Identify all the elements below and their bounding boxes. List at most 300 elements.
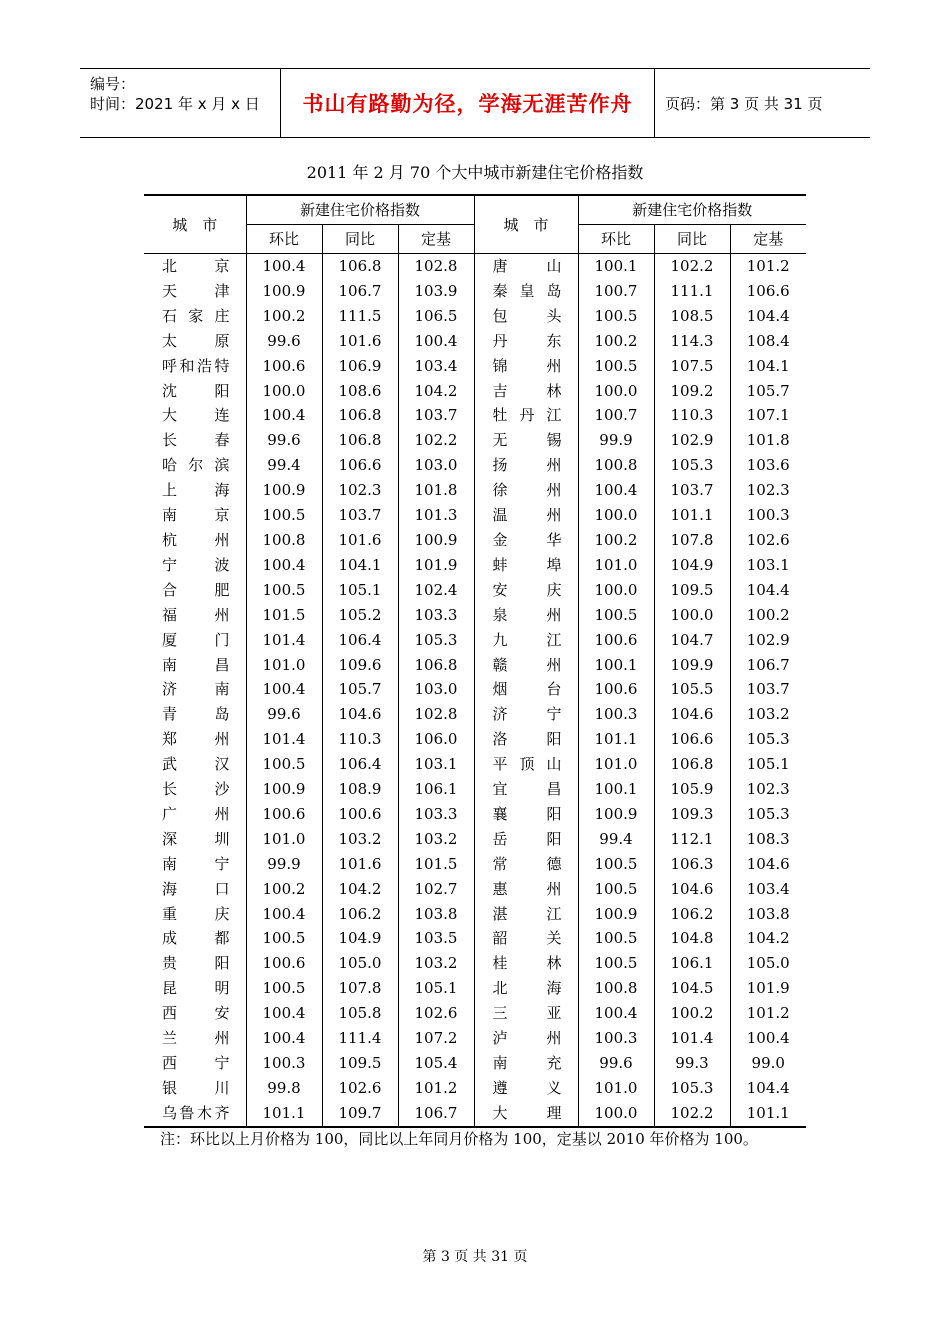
yoy-value-right: 104.7 (654, 628, 730, 653)
yoy-value-left: 111.4 (322, 1026, 398, 1051)
mom-value-right: 100.6 (578, 628, 654, 653)
yoy-value-right: 103.7 (654, 478, 730, 503)
mom-value-right: 100.5 (578, 304, 654, 329)
yoy-value-left: 106.8 (322, 403, 398, 428)
mom-value-left: 100.4 (246, 403, 322, 428)
mom-value-left: 100.3 (246, 1051, 322, 1076)
city-name-left: 青岛 (162, 705, 230, 724)
base-value-right: 106.6 (730, 279, 806, 304)
table-row (144, 852, 806, 877)
yoy-value-left: 106.4 (322, 628, 398, 653)
city-name-right: 桂林 (474, 951, 578, 976)
mom-value-right: 99.9 (578, 428, 654, 453)
base-value-left: 101.8 (398, 478, 474, 503)
city-name-left: 大连 (162, 406, 230, 425)
base-value-right: 104.2 (730, 926, 806, 951)
city-header-left: 城 市 (144, 195, 246, 254)
mom-value-left: 100.5 (246, 503, 322, 528)
base-value-left: 101.3 (398, 503, 474, 528)
base-value-right: 99.0 (730, 1051, 806, 1076)
base-value-left: 107.2 (398, 1026, 474, 1051)
col-yoy-right: 同比 (654, 225, 730, 254)
mom-value-right: 100.0 (578, 1101, 654, 1127)
mom-value-right: 100.7 (578, 403, 654, 428)
base-value-right: 101.8 (730, 428, 806, 453)
city-name-left: 福州 (162, 605, 230, 624)
mom-value-right: 101.0 (578, 752, 654, 777)
yoy-value-left: 101.6 (322, 528, 398, 553)
mom-value-right: 100.6 (578, 677, 654, 702)
mom-value-right: 100.1 (578, 653, 654, 678)
base-value-right: 103.1 (730, 553, 806, 578)
yoy-value-right: 111.1 (654, 279, 730, 304)
base-value-left: 103.1 (398, 752, 474, 777)
city-name-right: 唐山 (474, 254, 578, 279)
base-value-right: 104.4 (730, 578, 806, 603)
city-name-left: 贵阳 (162, 954, 230, 973)
table-row (144, 1001, 806, 1026)
mom-value-left: 100.2 (246, 877, 322, 902)
yoy-value-right: 106.8 (654, 752, 730, 777)
yoy-value-right: 105.5 (654, 677, 730, 702)
table-row (144, 254, 806, 279)
city-name-left: 济南 (162, 680, 230, 699)
yoy-value-left: 106.8 (322, 428, 398, 453)
city-name-left: 杭州 (162, 530, 230, 549)
mom-value-left: 100.8 (246, 528, 322, 553)
yoy-value-left: 102.3 (322, 478, 398, 503)
base-value-right: 107.1 (730, 403, 806, 428)
base-value-right: 101.2 (730, 254, 806, 279)
yoy-value-left: 104.1 (322, 553, 398, 578)
city-name-right: 惠州 (474, 877, 578, 902)
base-value-left: 103.0 (398, 453, 474, 478)
city-name-right: 锦州 (474, 354, 578, 379)
city-name-right: 赣州 (474, 653, 578, 678)
table-row (144, 428, 806, 453)
city-name-left: 哈尔滨 (162, 456, 230, 475)
base-value-left: 103.5 (398, 926, 474, 951)
city-name-right: 扬州 (474, 453, 578, 478)
page-label: 页码：第 3 页 共 31 页 (665, 94, 823, 113)
city-name-right: 岳阳 (474, 827, 578, 852)
yoy-value-right: 108.5 (654, 304, 730, 329)
mom-value-left: 99.6 (246, 702, 322, 727)
yoy-value-left: 111.5 (322, 304, 398, 329)
yoy-value-right: 109.2 (654, 379, 730, 404)
city-name-left: 上海 (162, 481, 230, 500)
base-value-right: 104.4 (730, 1076, 806, 1101)
table-row (144, 279, 806, 304)
city-name-right: 襄阳 (474, 802, 578, 827)
mom-value-left: 100.4 (246, 677, 322, 702)
yoy-value-right: 109.5 (654, 578, 730, 603)
yoy-value-right: 106.2 (654, 902, 730, 927)
yoy-value-left: 104.2 (322, 877, 398, 902)
table-row (144, 1026, 806, 1051)
mom-value-left: 100.9 (246, 478, 322, 503)
city-name-left: 宁波 (162, 555, 230, 574)
yoy-value-right: 114.3 (654, 329, 730, 354)
base-value-right: 102.3 (730, 478, 806, 503)
base-value-left: 103.4 (398, 354, 474, 379)
yoy-value-right: 104.5 (654, 976, 730, 1001)
mom-value-right: 100.3 (578, 1026, 654, 1051)
yoy-value-right: 107.8 (654, 528, 730, 553)
base-value-left: 103.3 (398, 802, 474, 827)
table-row (144, 802, 806, 827)
mom-value-right: 100.9 (578, 802, 654, 827)
table-row (144, 702, 806, 727)
base-value-left: 106.5 (398, 304, 474, 329)
base-value-left: 103.9 (398, 279, 474, 304)
yoy-value-left: 108.9 (322, 777, 398, 802)
mom-value-right: 101.1 (578, 727, 654, 752)
table-row (144, 304, 806, 329)
table-row (144, 478, 806, 503)
col-base-left: 定基 (398, 225, 474, 254)
base-value-left: 103.8 (398, 902, 474, 927)
yoy-value-right: 106.3 (654, 852, 730, 877)
table-row (144, 777, 806, 802)
yoy-value-left: 105.7 (322, 677, 398, 702)
base-value-left: 101.5 (398, 852, 474, 877)
mom-value-right: 100.0 (578, 578, 654, 603)
base-value-left: 106.7 (398, 1101, 474, 1127)
city-name-right: 金华 (474, 528, 578, 553)
city-name-left: 兰州 (162, 1029, 230, 1048)
city-name-left: 银川 (162, 1078, 230, 1097)
mom-value-right: 100.0 (578, 503, 654, 528)
base-value-right: 105.1 (730, 752, 806, 777)
base-value-left: 106.1 (398, 777, 474, 802)
table-row (144, 877, 806, 902)
yoy-value-right: 104.9 (654, 553, 730, 578)
yoy-value-left: 105.2 (322, 603, 398, 628)
yoy-value-right: 105.3 (654, 453, 730, 478)
base-value-left: 102.7 (398, 877, 474, 902)
yoy-value-right: 102.2 (654, 1101, 730, 1127)
base-value-right: 105.7 (730, 379, 806, 404)
number-label: 编号： (90, 75, 136, 93)
yoy-value-left: 107.8 (322, 976, 398, 1001)
mom-value-right: 100.5 (578, 603, 654, 628)
yoy-value-left: 103.7 (322, 503, 398, 528)
table-row (144, 1101, 806, 1127)
yoy-value-left: 110.3 (322, 727, 398, 752)
yoy-value-right: 109.9 (654, 653, 730, 678)
mom-value-right: 100.8 (578, 976, 654, 1001)
city-name-left: 合肥 (162, 580, 230, 599)
city-name-right: 徐州 (474, 478, 578, 503)
city-name-left: 广州 (162, 804, 230, 823)
base-value-left: 102.8 (398, 702, 474, 727)
base-value-left: 100.4 (398, 329, 474, 354)
mom-value-right: 100.8 (578, 453, 654, 478)
mom-value-left: 100.5 (246, 976, 322, 1001)
city-name-right: 吉林 (474, 379, 578, 404)
table-row (144, 1076, 806, 1101)
yoy-value-right: 101.1 (654, 503, 730, 528)
mom-value-left: 100.4 (246, 1026, 322, 1051)
base-value-left: 105.1 (398, 976, 474, 1001)
yoy-value-left: 108.6 (322, 379, 398, 404)
base-value-right: 103.6 (730, 453, 806, 478)
col-mom-left: 环比 (246, 225, 322, 254)
mom-value-right: 100.4 (578, 1001, 654, 1026)
mom-value-left: 100.4 (246, 1001, 322, 1026)
mom-value-left: 101.5 (246, 603, 322, 628)
base-value-left: 103.2 (398, 827, 474, 852)
mom-value-right: 100.7 (578, 279, 654, 304)
city-name-right: 蚌埠 (474, 553, 578, 578)
base-value-right: 105.3 (730, 802, 806, 827)
city-name-left: 昆明 (162, 979, 230, 998)
city-name-right: 洛阳 (474, 727, 578, 752)
mom-value-right: 100.9 (578, 902, 654, 927)
mom-value-left: 100.4 (246, 254, 322, 279)
mom-value-left: 100.5 (246, 578, 322, 603)
yoy-value-right: 105.9 (654, 777, 730, 802)
mom-value-left: 99.4 (246, 453, 322, 478)
base-value-left: 102.2 (398, 428, 474, 453)
mom-value-left: 100.5 (246, 752, 322, 777)
city-name-left: 长沙 (162, 780, 230, 799)
mom-value-right: 100.0 (578, 379, 654, 404)
table-row (144, 926, 806, 951)
yoy-value-left: 103.2 (322, 827, 398, 852)
base-value-left: 104.2 (398, 379, 474, 404)
city-name-right: 三亚 (474, 1001, 578, 1026)
mom-value-right: 99.6 (578, 1051, 654, 1076)
city-name-left: 南宁 (162, 854, 230, 873)
yoy-value-left: 105.1 (322, 578, 398, 603)
city-name-left: 西安 (162, 1004, 230, 1023)
yoy-value-left: 100.6 (322, 802, 398, 827)
yoy-value-left: 101.6 (322, 852, 398, 877)
yoy-value-left: 101.6 (322, 329, 398, 354)
base-value-left: 103.0 (398, 677, 474, 702)
col-yoy-left: 同比 (322, 225, 398, 254)
yoy-value-left: 106.7 (322, 279, 398, 304)
yoy-value-right: 104.6 (654, 702, 730, 727)
base-value-left: 105.4 (398, 1051, 474, 1076)
mom-value-left: 101.0 (246, 653, 322, 678)
table-row (144, 902, 806, 927)
city-name-right: 泉州 (474, 603, 578, 628)
mom-value-right: 100.5 (578, 951, 654, 976)
table-row (144, 379, 806, 404)
mom-value-left: 99.8 (246, 1076, 322, 1101)
yoy-value-right: 105.3 (654, 1076, 730, 1101)
mom-value-left: 99.6 (246, 428, 322, 453)
table-row (144, 528, 806, 553)
city-name-right: 北海 (474, 976, 578, 1001)
base-value-left: 102.8 (398, 254, 474, 279)
yoy-value-right: 101.4 (654, 1026, 730, 1051)
table-row (144, 354, 806, 379)
table-row (144, 951, 806, 976)
yoy-value-right: 106.6 (654, 727, 730, 752)
city-name-left: 乌鲁木齐 (162, 1103, 230, 1122)
table-body (144, 254, 806, 1127)
base-value-right: 102.9 (730, 628, 806, 653)
base-value-left: 101.9 (398, 553, 474, 578)
mom-value-left: 100.2 (246, 304, 322, 329)
time-label: 时间：2021 年 x 月 x 日 (90, 95, 260, 113)
mom-value-left: 100.5 (246, 926, 322, 951)
city-name-right: 济宁 (474, 702, 578, 727)
base-value-right: 102.3 (730, 777, 806, 802)
yoy-value-right: 106.1 (654, 951, 730, 976)
city-name-left: 深圳 (162, 829, 230, 848)
yoy-value-left: 109.5 (322, 1051, 398, 1076)
city-name-right: 九江 (474, 628, 578, 653)
mom-value-right: 100.2 (578, 329, 654, 354)
yoy-value-left: 106.2 (322, 902, 398, 927)
base-value-left: 101.2 (398, 1076, 474, 1101)
base-value-right: 106.7 (730, 653, 806, 678)
mom-value-right: 100.5 (578, 926, 654, 951)
table-row (144, 503, 806, 528)
city-header-right: 城 市 (474, 195, 578, 254)
base-value-left: 102.4 (398, 578, 474, 603)
city-name-left: 南京 (162, 506, 230, 525)
table-row (144, 976, 806, 1001)
yoy-value-left: 109.6 (322, 653, 398, 678)
yoy-value-right: 104.8 (654, 926, 730, 951)
city-name-left: 沈阳 (162, 381, 230, 400)
mom-value-left: 100.4 (246, 902, 322, 927)
base-value-left: 106.8 (398, 653, 474, 678)
table-row (144, 1051, 806, 1076)
base-value-right: 108.4 (730, 329, 806, 354)
mom-value-right: 101.0 (578, 1076, 654, 1101)
table-row (144, 603, 806, 628)
table-row (144, 628, 806, 653)
table-row (144, 827, 806, 852)
yoy-value-left: 106.6 (322, 453, 398, 478)
header-page-info (655, 69, 870, 137)
table-row (144, 727, 806, 752)
mom-value-right: 100.5 (578, 852, 654, 877)
mom-value-right: 101.0 (578, 553, 654, 578)
city-name-right: 平顶山 (474, 752, 578, 777)
mom-value-right: 100.1 (578, 777, 654, 802)
base-value-left: 103.2 (398, 951, 474, 976)
table-row (144, 553, 806, 578)
base-value-right: 105.3 (730, 727, 806, 752)
base-value-right: 100.4 (730, 1026, 806, 1051)
yoy-value-right: 104.6 (654, 877, 730, 902)
table-title: 2011 年 2 月 70 个大中城市新建住宅价格指数 (306, 163, 644, 182)
base-value-right: 101.2 (730, 1001, 806, 1026)
mom-value-right: 100.4 (578, 478, 654, 503)
mom-value-left: 99.6 (246, 329, 322, 354)
table-row (144, 403, 806, 428)
base-value-right: 108.3 (730, 827, 806, 852)
header-motto: 书山有路勤为径，学海无涯苦作舟 (281, 69, 655, 137)
table-row (144, 453, 806, 478)
mom-value-right: 100.5 (578, 877, 654, 902)
table-note: 注：环比以上月价格为 100，同比以上年同月价格为 100，定基以 2010 年价格为 100。 (160, 1130, 758, 1148)
yoy-value-right: 107.5 (654, 354, 730, 379)
yoy-value-right: 102.9 (654, 428, 730, 453)
mom-value-right: 100.1 (578, 254, 654, 279)
city-name-left: 太原 (162, 331, 230, 350)
index-group-header-left: 新建住宅价格指数 (246, 195, 474, 225)
city-name-right: 包头 (474, 304, 578, 329)
city-name-left: 北京 (162, 257, 230, 275)
city-name-right: 常德 (474, 852, 578, 877)
city-name-right: 秦皇岛 (474, 279, 578, 304)
mom-value-right: 100.2 (578, 528, 654, 553)
city-name-left: 长春 (162, 431, 230, 450)
yoy-value-right: 100.2 (654, 1001, 730, 1026)
city-name-left: 武汉 (162, 755, 230, 774)
yoy-value-left: 109.7 (322, 1101, 398, 1127)
city-name-left: 厦门 (162, 630, 230, 649)
yoy-value-left: 106.8 (322, 254, 398, 279)
mom-value-left: 99.9 (246, 852, 322, 877)
city-name-left: 海口 (162, 879, 230, 898)
city-name-right: 丹东 (474, 329, 578, 354)
yoy-value-right: 109.3 (654, 802, 730, 827)
yoy-value-right: 112.1 (654, 827, 730, 852)
base-value-right: 105.0 (730, 951, 806, 976)
base-value-right: 102.6 (730, 528, 806, 553)
table-row (144, 677, 806, 702)
base-value-right: 104.1 (730, 354, 806, 379)
mom-value-left: 100.9 (246, 777, 322, 802)
city-name-right: 大理 (474, 1101, 578, 1127)
city-name-left: 重庆 (162, 904, 230, 923)
base-value-right: 104.6 (730, 852, 806, 877)
yoy-value-right: 110.3 (654, 403, 730, 428)
yoy-value-left: 102.6 (322, 1076, 398, 1101)
base-value-left: 105.3 (398, 628, 474, 653)
yoy-value-left: 106.4 (322, 752, 398, 777)
city-name-left: 郑州 (162, 730, 230, 749)
mom-value-left: 100.9 (246, 279, 322, 304)
yoy-value-right: 102.2 (654, 254, 730, 279)
city-name-left: 石家庄 (162, 306, 230, 325)
yoy-value-left: 104.9 (322, 926, 398, 951)
table-row (144, 329, 806, 354)
base-value-right: 103.4 (730, 877, 806, 902)
base-value-right: 103.2 (730, 702, 806, 727)
city-name-right: 宜昌 (474, 777, 578, 802)
base-value-left: 106.0 (398, 727, 474, 752)
city-name-right: 无锡 (474, 428, 578, 453)
base-value-right: 104.4 (730, 304, 806, 329)
city-name-left: 西宁 (162, 1054, 230, 1072)
mom-value-left: 101.1 (246, 1101, 322, 1127)
base-value-right: 100.2 (730, 603, 806, 628)
col-mom-right: 环比 (578, 225, 654, 254)
city-name-right: 韶关 (474, 926, 578, 951)
price-index-table (144, 194, 806, 1128)
col-base-right: 定基 (730, 225, 806, 254)
city-name-left: 成都 (162, 929, 230, 948)
city-name-right: 烟台 (474, 677, 578, 702)
base-value-right: 103.8 (730, 902, 806, 927)
city-name-right: 牡丹江 (474, 403, 578, 428)
yoy-value-left: 106.9 (322, 354, 398, 379)
yoy-value-left: 105.0 (322, 951, 398, 976)
mom-value-right: 100.3 (578, 702, 654, 727)
mom-value-left: 100.6 (246, 802, 322, 827)
